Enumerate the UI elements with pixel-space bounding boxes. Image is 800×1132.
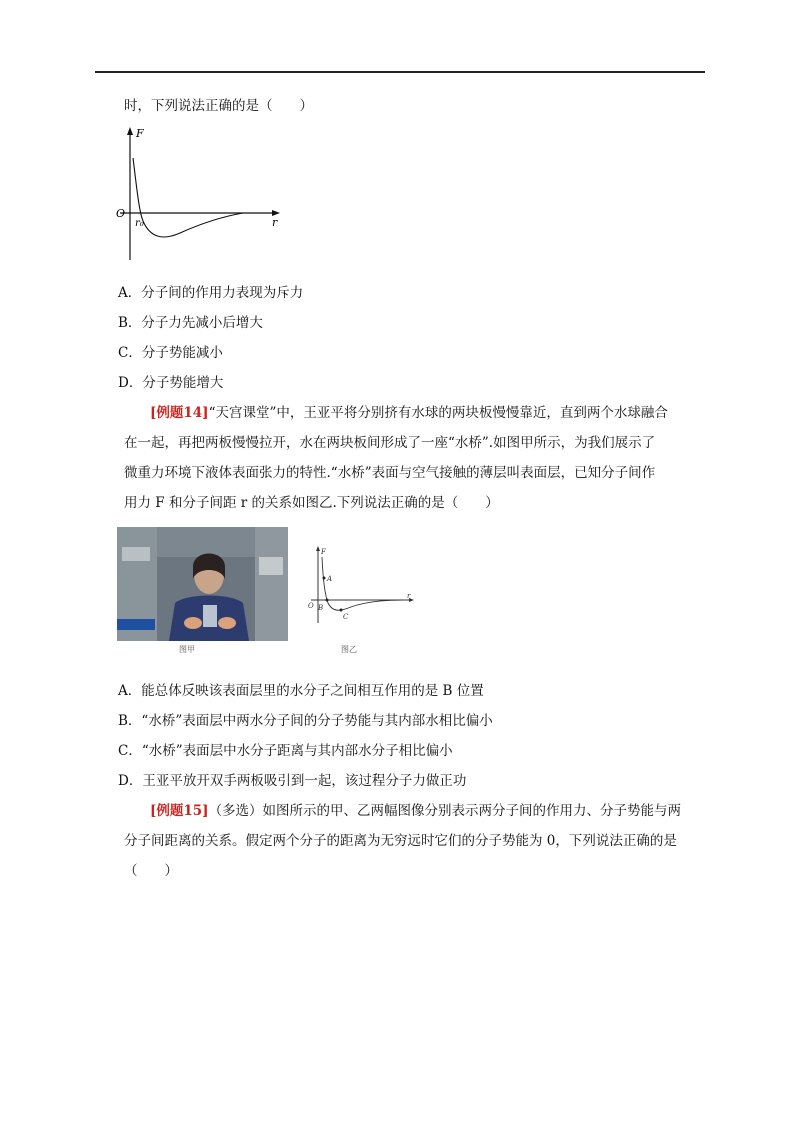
axis-x-label: r [407,592,411,600]
q15-line-1-text: （多选）如图所示的甲、乙两幅图像分别表示两分子间的作用力、分子势能与两 [208,803,682,819]
point-c-label: C [343,613,349,621]
y-axis-arrow [316,546,320,551]
q14-line-2: 在一起，再把两板慢慢拉开，水在两块板间形成了一座“水桥”.如图甲所示，为我们展示了 [124,435,656,451]
q15-tag: [例题15] [150,803,209,819]
q14-line-1 [150,403,668,423]
force-curve [322,557,403,610]
q13-force-graph [110,125,290,265]
q13-stem-tail: 时，下列说法正确的是（ ） [124,98,313,114]
header-rule [95,71,705,73]
q14-option-c: C．“水桥”表面层中水分子距离与其内部水分子相比偏小 [118,743,453,759]
point-c [340,609,343,612]
photo-illustration [117,527,288,641]
q14-line-1-text: “天宫课堂”中，王亚平将分别挤有水球的两块板慢慢靠近，直到两个水球融合 [208,405,668,421]
origin-label: O [308,602,314,610]
figure-a-photo [117,527,288,641]
axis-y-label: F [321,548,326,556]
figure-b-caption: 图乙 [341,645,357,654]
q14-tag: [例题14] [150,405,209,421]
q13-option-c: C．分子势能减小 [118,345,223,361]
y-axis-arrow [127,127,133,135]
q13-option-d: D．分子势能增大 [118,375,224,391]
point-b-label: B [318,604,324,612]
origin-label: O [116,207,126,220]
q13-option-b: B．分子力先减小后增大 [118,315,263,331]
point-a-label: A [327,575,333,583]
q13-option-a: A．分子间的作用力表现为斥力 [118,285,304,301]
axis-y-label: F [136,127,144,140]
q14-option-b: B．“水桥”表面层中两水分子间的分子势能与其内部水相比偏小 [118,713,493,729]
point-a [323,577,326,580]
q14-option-d: D．王亚平放开双手两板吸引到一起，该过程分子力做正功 [118,773,467,789]
force-curve [133,158,243,237]
q15-line-3: （ ） [124,863,178,879]
r0-label: r₀ [135,218,144,229]
point-b [326,599,329,602]
q14-option-a: A．能总体反映该表面层里的水分子之间相互作用的是 B 位置 [118,683,484,699]
figure-a-caption: 图甲 [179,645,195,654]
axis-x-label: r [272,216,278,229]
q14-line-4: 用力 F 和分子间距 r 的关系如图乙.下列说法正确的是（ ） [124,495,499,511]
q15-line-2: 分子间距离的关系。假定两个分子的距离为无穷远时它们的分子势能为 0，下列说法正确的是 [124,833,677,849]
q14-force-graph [303,545,418,625]
q15-line-1 [150,801,681,821]
q14-line-3: 微重力环境下液体表面张力的特性.“水桥”表面与空气接触的薄层叫表面层，已知分子间作 [124,465,656,481]
